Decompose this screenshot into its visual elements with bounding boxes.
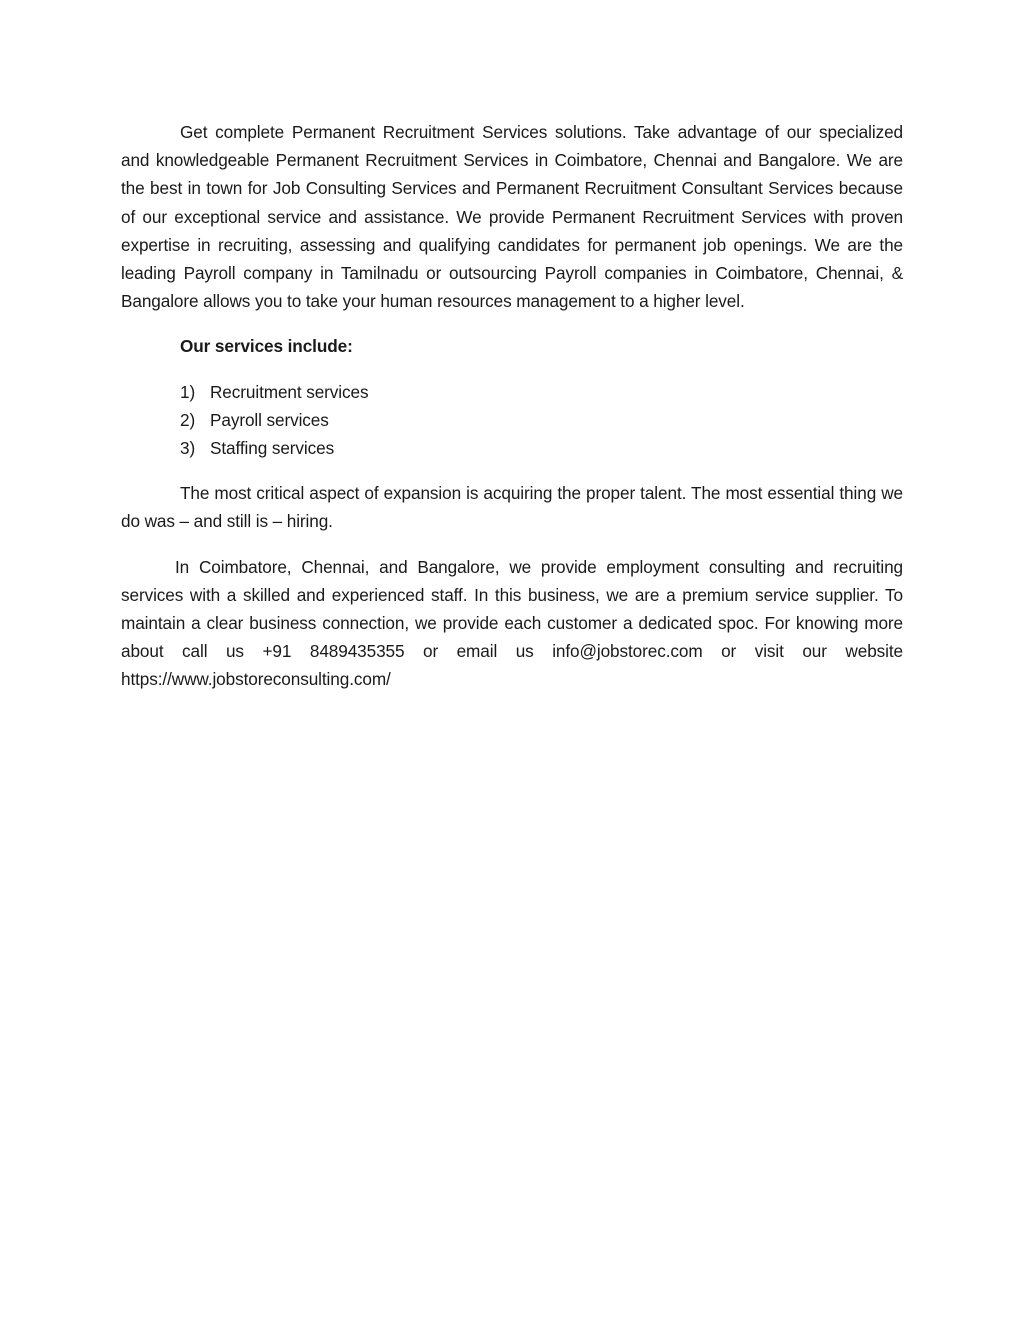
list-number: 3) xyxy=(180,438,196,459)
service-item-payroll xyxy=(180,406,903,434)
list-number: 1) xyxy=(180,381,196,402)
document-body xyxy=(121,118,903,694)
service-item-recruitment xyxy=(180,378,903,406)
service-label: Staffing services xyxy=(210,438,335,459)
intro-paragraph: Get complete Permanent Recruitment Services solutions. Take advantage of our specialized and knowledgeable Permanent Recruitment Services in Coimbatore, Chennai and Bangalore. We are the best in town for Job Consulting Services and Permanent Recruitment Consultant Services because of our exceptional service and assistance. We provide Permanent Recruitment Services with proven expertise in recruiting, assessing and qualifying candidates for permanent job openings. We are the leading Payroll company in Tamilnadu or outsourcing Payroll companies in Coimbatore, Chennai, & Bangalore allows you to take your human resources management to a higher level. xyxy=(121,122,903,312)
list-number: 2) xyxy=(180,409,196,430)
services-list xyxy=(121,378,903,463)
service-label: Payroll services xyxy=(210,409,329,430)
service-label: Recruitment services xyxy=(210,381,369,402)
contact-paragraph: In Coimbatore, Chennai, and Bangalore, we provide employment consulting and recruiting services with a skilled and experienced staff. In this business, we are a premium service supplier. To maintain a clear business connection, we provide each customer a dedicated spoc. For knowing more about call us +91 8489435355 or email us info@jobstorec.com or visit our website https://www.jobstoreconsulting.com/ xyxy=(121,556,903,690)
expansion-paragraph: The most critical aspect of expansion is acquiring the proper talent. The most essential thing we do was – and still is – hiring. xyxy=(121,483,903,532)
service-item-staffing xyxy=(180,434,903,462)
services-heading: Our services include: xyxy=(180,336,353,357)
